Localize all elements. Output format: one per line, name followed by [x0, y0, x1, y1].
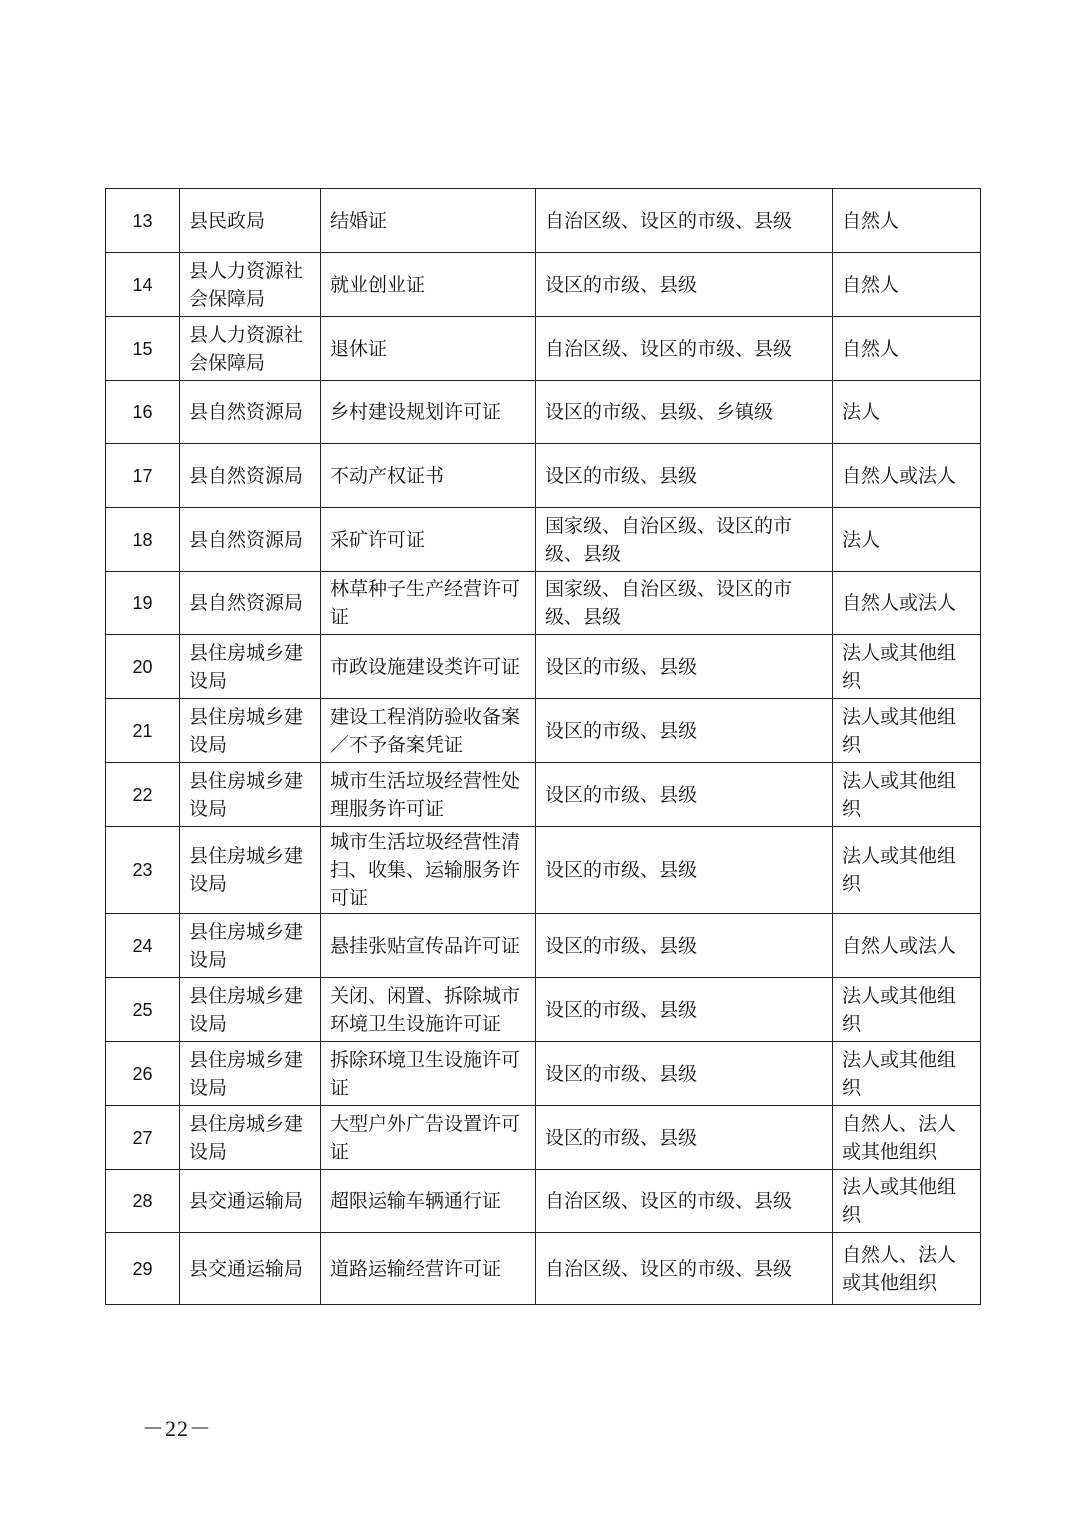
- department-cell: 县住房城乡建设局: [180, 827, 321, 914]
- department-cell: 县自然资源局: [180, 572, 321, 635]
- license-name-cell: 市政设施建设类许可证: [321, 635, 536, 699]
- license-name-cell: 大型户外广告设置许可证: [321, 1106, 536, 1170]
- row-number: 17: [106, 444, 180, 508]
- license-name-cell: 悬挂张贴宣传品许可证: [321, 914, 536, 978]
- table-row: [106, 1170, 981, 1233]
- holder-type-cell: 法人: [833, 508, 981, 572]
- table-row: [106, 827, 981, 914]
- table-row: [106, 1042, 981, 1106]
- department-cell: 县住房城乡建设局: [180, 1042, 321, 1106]
- table-row: [106, 1233, 981, 1305]
- department-cell: 县住房城乡建设局: [180, 763, 321, 827]
- license-table: [105, 188, 981, 1305]
- row-number: 14: [106, 253, 180, 317]
- department-cell: 县人力资源社会保障局: [180, 317, 321, 381]
- page-number: －22－: [142, 1416, 213, 1441]
- department-cell: 县民政局: [180, 189, 321, 253]
- row-number: 27: [106, 1106, 180, 1170]
- issuing-level-cell: 国家级、自治区级、设区的市级、县级: [536, 572, 833, 635]
- holder-type-cell: 自然人、法人或其他组织: [833, 1106, 981, 1170]
- holder-type-cell: 法人或其他组织: [833, 827, 981, 914]
- holder-type-cell: 自然人或法人: [833, 572, 981, 635]
- holder-type-cell: 法人或其他组织: [833, 1170, 981, 1233]
- holder-type-cell: 法人或其他组织: [833, 1042, 981, 1106]
- department-cell: 县人力资源社会保障局: [180, 253, 321, 317]
- issuing-level-cell: 设区的市级、县级: [536, 827, 833, 914]
- row-number: 24: [106, 914, 180, 978]
- table-row: [106, 508, 981, 572]
- holder-type-cell: 自然人: [833, 317, 981, 381]
- department-cell: 县住房城乡建设局: [180, 635, 321, 699]
- holder-type-cell: 法人或其他组织: [833, 978, 981, 1042]
- license-name-cell: 城市生活垃圾经营性处理服务许可证: [321, 763, 536, 827]
- row-number: 15: [106, 317, 180, 381]
- table-row: [106, 444, 981, 508]
- license-name-cell: 林草种子生产经营许可证: [321, 572, 536, 635]
- license-name-cell: 超限运输车辆通行证: [321, 1170, 536, 1233]
- issuing-level-cell: 设区的市级、县级: [536, 253, 833, 317]
- row-number: 29: [106, 1233, 180, 1305]
- license-name-cell: 采矿许可证: [321, 508, 536, 572]
- row-number: 25: [106, 978, 180, 1042]
- department-cell: 县自然资源局: [180, 508, 321, 572]
- table-row: [106, 978, 981, 1042]
- license-name-cell: 道路运输经营许可证: [321, 1233, 536, 1305]
- license-name-cell: 关闭、闲置、拆除城市环境卫生设施许可证: [321, 978, 536, 1042]
- issuing-level-cell: 设区的市级、县级: [536, 699, 833, 763]
- table-row: [106, 317, 981, 381]
- table-row: [106, 635, 981, 699]
- holder-type-cell: 法人或其他组织: [833, 635, 981, 699]
- department-cell: 县住房城乡建设局: [180, 1106, 321, 1170]
- department-cell: 县自然资源局: [180, 444, 321, 508]
- row-number: 23: [106, 827, 180, 914]
- holder-type-cell: 自然人: [833, 189, 981, 253]
- row-number: 28: [106, 1170, 180, 1233]
- table-row: [106, 189, 981, 253]
- row-number: 19: [106, 572, 180, 635]
- license-name-cell: 结婚证: [321, 189, 536, 253]
- row-number: 16: [106, 381, 180, 444]
- issuing-level-cell: 自治区级、设区的市级、县级: [536, 1170, 833, 1233]
- issuing-level-cell: 设区的市级、县级: [536, 1106, 833, 1170]
- issuing-level-cell: 设区的市级、县级: [536, 763, 833, 827]
- issuing-level-cell: 设区的市级、县级: [536, 635, 833, 699]
- row-number: 21: [106, 699, 180, 763]
- row-number: 18: [106, 508, 180, 572]
- issuing-level-cell: 设区的市级、县级、乡镇级: [536, 381, 833, 444]
- table-row: [106, 381, 981, 444]
- issuing-level-cell: 设区的市级、县级: [536, 978, 833, 1042]
- holder-type-cell: 法人或其他组织: [833, 763, 981, 827]
- license-name-cell: 就业创业证: [321, 253, 536, 317]
- department-cell: 县自然资源局: [180, 381, 321, 444]
- table-row: [106, 1106, 981, 1170]
- department-cell: 县住房城乡建设局: [180, 699, 321, 763]
- license-name-cell: 城市生活垃圾经营性清扫、收集、运输服务许可证: [321, 827, 536, 914]
- license-name-cell: 建设工程消防验收备案／不予备案凭证: [321, 699, 536, 763]
- issuing-level-cell: 国家级、自治区级、设区的市级、县级: [536, 508, 833, 572]
- issuing-level-cell: 设区的市级、县级: [536, 444, 833, 508]
- license-table-body: [106, 189, 981, 1305]
- table-row: [106, 572, 981, 635]
- holder-type-cell: 自然人或法人: [833, 444, 981, 508]
- holder-type-cell: 自然人或法人: [833, 914, 981, 978]
- license-name-cell: 乡村建设规划许可证: [321, 381, 536, 444]
- row-number: 26: [106, 1042, 180, 1106]
- row-number: 22: [106, 763, 180, 827]
- table-row: [106, 914, 981, 978]
- license-name-cell: 拆除环境卫生设施许可证: [321, 1042, 536, 1106]
- holder-type-cell: 自然人、法人或其他组织: [833, 1233, 981, 1305]
- row-number: 13: [106, 189, 180, 253]
- table-row: [106, 253, 981, 317]
- issuing-level-cell: 设区的市级、县级: [536, 914, 833, 978]
- holder-type-cell: 法人: [833, 381, 981, 444]
- table-row: [106, 763, 981, 827]
- department-cell: 县交通运输局: [180, 1233, 321, 1305]
- department-cell: 县交通运输局: [180, 1170, 321, 1233]
- holder-type-cell: 自然人: [833, 253, 981, 317]
- issuing-level-cell: 自治区级、设区的市级、县级: [536, 1233, 833, 1305]
- license-name-cell: 退休证: [321, 317, 536, 381]
- department-cell: 县住房城乡建设局: [180, 978, 321, 1042]
- issuing-level-cell: 自治区级、设区的市级、县级: [536, 317, 833, 381]
- holder-type-cell: 法人或其他组织: [833, 699, 981, 763]
- table-row: [106, 699, 981, 763]
- license-name-cell: 不动产权证书: [321, 444, 536, 508]
- row-number: 20: [106, 635, 180, 699]
- department-cell: 县住房城乡建设局: [180, 914, 321, 978]
- issuing-level-cell: 自治区级、设区的市级、县级: [536, 189, 833, 253]
- issuing-level-cell: 设区的市级、县级: [536, 1042, 833, 1106]
